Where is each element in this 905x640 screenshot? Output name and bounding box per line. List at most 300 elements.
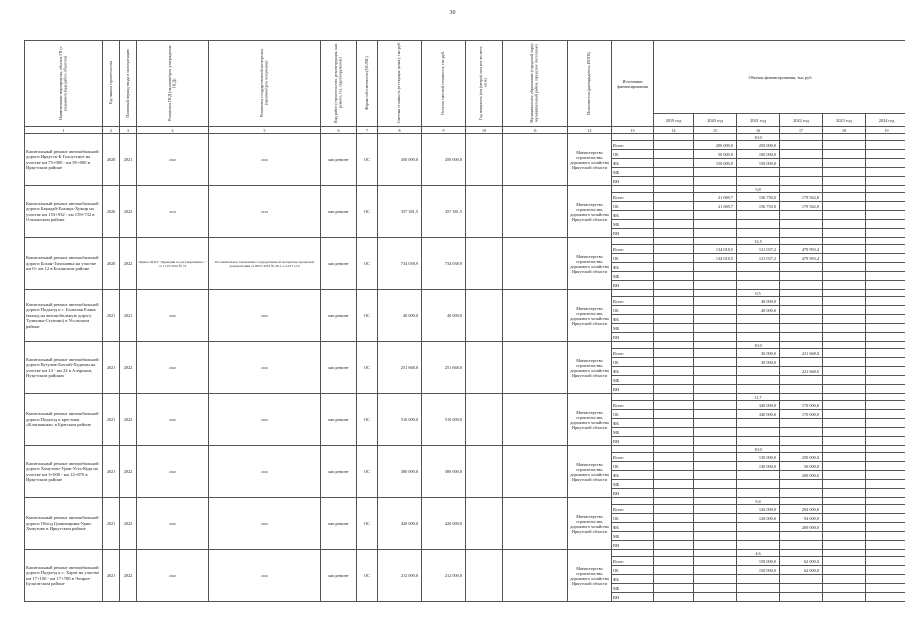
funding-value	[694, 523, 737, 532]
source-label: МБ	[612, 272, 654, 281]
column-numbers-row	[25, 127, 905, 134]
funding-value	[823, 141, 866, 150]
funding-value	[654, 541, 694, 550]
funding-value	[866, 186, 905, 193]
psd-details: 2020	[137, 290, 209, 342]
funding-value	[866, 385, 905, 394]
executor: Министерство строительства, дорожного хозяйства Иркутской области	[568, 290, 612, 342]
object-name: Капитальный ремонт автомобильной дороги Подъезд к с. Большая Елань (выход на автомобильную дорогу Тулюшка-Ступино) в Усольском районе	[25, 290, 103, 342]
funding-value	[694, 428, 737, 437]
funding-value	[823, 306, 866, 315]
start-year: 2021	[103, 394, 120, 446]
funding-value	[866, 220, 905, 229]
funding-value	[823, 324, 866, 333]
work-type: кап.ремонт	[321, 394, 357, 446]
funding-value	[737, 419, 780, 428]
funding-value	[654, 281, 694, 290]
funding-value	[654, 272, 694, 281]
funding-value	[780, 306, 823, 315]
funding-value	[694, 541, 737, 550]
extra-value: 10,0	[737, 134, 780, 141]
funding-value	[866, 480, 905, 489]
cost-rest: 380 000,0	[422, 446, 466, 498]
column-number: 17	[780, 127, 823, 134]
funding-value	[654, 263, 694, 272]
source-label	[612, 238, 654, 245]
header-year: 2020 год	[694, 114, 737, 127]
funding-value	[694, 349, 737, 358]
plan-year: 2022	[120, 550, 137, 602]
capacity	[466, 238, 503, 290]
funding-value: 126 000,0	[737, 505, 780, 514]
funding-value	[866, 177, 905, 186]
funding-value	[823, 349, 866, 358]
funding-value	[823, 453, 866, 462]
source-label	[612, 342, 654, 349]
header-psd: Реквизиты ПСД (наличие/срок утверждения ПСД)	[137, 41, 209, 127]
source-label	[612, 394, 654, 401]
funding-value	[694, 446, 737, 453]
funding-value	[694, 306, 737, 315]
funding-value	[780, 159, 823, 168]
funding-value	[823, 186, 866, 193]
funding-value	[737, 523, 780, 532]
funding-value	[694, 462, 737, 471]
funding-table-wrap	[24, 40, 895, 602]
plan-year: 2022	[120, 498, 137, 550]
expertise-details: 2020	[209, 134, 321, 186]
header-capacity: Год мощность (км (метры) или кол-во мест, кв.м)	[466, 41, 503, 127]
funding-value	[694, 593, 737, 602]
funding-value	[694, 401, 737, 410]
funding-value	[823, 202, 866, 211]
funding-value	[823, 514, 866, 523]
funding-value	[654, 523, 694, 532]
expertise-details: 2020	[209, 446, 321, 498]
header-year: 2021 год	[737, 114, 780, 127]
header-ownership: Форма собственности (ОС/МС)	[357, 41, 378, 127]
ownership: ОС	[357, 550, 378, 602]
funding-value	[654, 584, 694, 593]
page-number: 30	[449, 10, 456, 16]
funding-value	[780, 263, 823, 272]
funding-value	[823, 489, 866, 498]
funding-value	[780, 141, 823, 150]
funding-value	[780, 541, 823, 550]
executor: Министерство строительства, дорожного хозяйства Иркутской области	[568, 446, 612, 498]
funding-value	[866, 306, 905, 315]
funding-value	[694, 220, 737, 229]
plan-year: 2022	[120, 446, 137, 498]
ownership: ОС	[357, 394, 378, 446]
funding-value	[866, 193, 905, 202]
municipal	[503, 394, 568, 446]
funding-value	[654, 498, 694, 505]
funding-value	[654, 150, 694, 159]
funding-value	[866, 419, 905, 428]
source-label: Всего	[612, 453, 654, 462]
funding-value	[694, 575, 737, 584]
cost-rest: 450 000,0	[422, 134, 466, 186]
cost-rest: 734 038,9	[422, 238, 466, 290]
source-label	[612, 498, 654, 505]
table-row-extra	[25, 342, 905, 349]
funding-value	[737, 532, 780, 541]
funding-value	[654, 410, 694, 419]
capacity	[466, 446, 503, 498]
funding-value	[694, 333, 737, 342]
funding-value	[694, 394, 737, 401]
funding-value	[737, 367, 780, 376]
ownership: ОС	[357, 290, 378, 342]
funding-value	[654, 575, 694, 584]
funding-value	[694, 367, 737, 376]
funding-value	[866, 575, 905, 584]
funding-value	[654, 489, 694, 498]
funding-value	[654, 297, 694, 306]
funding-value	[654, 315, 694, 324]
funding-value	[780, 297, 823, 306]
funding-value	[694, 498, 737, 505]
municipal	[503, 498, 568, 550]
funding-value	[780, 186, 823, 193]
funding-value	[694, 177, 737, 186]
funding-value	[780, 489, 823, 498]
source-label: МБ	[612, 168, 654, 177]
funding-value	[866, 584, 905, 593]
municipal	[503, 342, 568, 394]
header-sources: Источники финансирования	[612, 41, 654, 127]
source-label	[612, 446, 654, 453]
funding-value: 200 000,0	[694, 141, 737, 150]
column-number: 2	[103, 127, 120, 134]
plan-year: 2022	[120, 186, 137, 238]
funding-value	[780, 238, 823, 245]
funding-value	[654, 471, 694, 480]
funding-value	[694, 342, 737, 349]
header-cost-rest: Остаток сметной стоимости, тыс.руб.	[422, 41, 466, 127]
funding-value	[654, 159, 694, 168]
funding-value	[694, 566, 737, 575]
header-start: Год начала строительства	[103, 41, 120, 127]
funding-value	[654, 202, 694, 211]
funding-value	[737, 220, 780, 229]
funding-value	[866, 168, 905, 177]
funding-value	[654, 141, 694, 150]
expertise-details: 2020	[209, 550, 321, 602]
source-label: ВИ	[612, 229, 654, 238]
header-year: 2019 год	[654, 114, 694, 127]
funding-value	[866, 367, 905, 376]
funding-value: 50 000,0	[780, 462, 823, 471]
column-number: 9	[422, 127, 466, 134]
funding-value	[694, 489, 737, 498]
executor: Министерство строительства, дорожного хозяйства Иркутской области	[568, 186, 612, 238]
funding-value	[823, 575, 866, 584]
header-name: Наименование мероприятия, объекта ГП (с указанием вида работ, объектов)	[25, 41, 103, 127]
source-label: ФБ	[612, 263, 654, 272]
header-year: 2023 год	[823, 114, 866, 127]
funding-value	[823, 428, 866, 437]
funding-value	[654, 376, 694, 385]
table-row-extra	[25, 394, 905, 401]
funding-value: 150 000,0	[737, 566, 780, 575]
funding-value: 94 000,0	[780, 514, 823, 523]
psd-details: 2020	[137, 550, 209, 602]
funding-value: 121 037,2	[737, 245, 780, 254]
funding-value	[823, 297, 866, 306]
funding-value	[866, 297, 905, 306]
funding-value: 221 668,0	[780, 367, 823, 376]
funding-value	[654, 566, 694, 575]
funding-value: 126 000,0	[737, 514, 780, 523]
psd-details: 2020	[137, 446, 209, 498]
funding-value	[780, 593, 823, 602]
executor: Министерство строительства, дорожного хозяйства Иркутской области	[568, 498, 612, 550]
funding-value	[866, 281, 905, 290]
table-row-extra	[25, 186, 905, 193]
funding-value	[780, 342, 823, 349]
funding-value: 340 000,0	[737, 410, 780, 419]
funding-value	[694, 376, 737, 385]
funding-value: 62 000,0	[780, 566, 823, 575]
funding-value	[823, 505, 866, 514]
plan-year: 2022	[120, 238, 137, 290]
funding-value	[737, 437, 780, 446]
funding-value	[654, 342, 694, 349]
funding-value	[780, 428, 823, 437]
funding-value	[694, 315, 737, 324]
funding-value: 130 000,0	[737, 462, 780, 471]
table-row-extra	[25, 238, 905, 245]
funding-value	[694, 505, 737, 514]
psd-details: Приказ ОГКУ "Дирекция по регулированию..." от 11.07.2019 № 74	[137, 238, 209, 290]
funding-value	[694, 419, 737, 428]
extra-value: 12,5	[737, 238, 780, 245]
funding-value	[866, 394, 905, 401]
funding-value	[737, 584, 780, 593]
cost-rest: 510 000,0	[422, 394, 466, 446]
funding-value	[866, 272, 905, 281]
funding-value	[823, 394, 866, 401]
funding-value	[866, 541, 905, 550]
funding-value	[654, 220, 694, 229]
funding-value: 200 000,0	[780, 471, 823, 480]
funding-value	[823, 446, 866, 453]
start-year: 2020	[103, 186, 120, 238]
municipal	[503, 550, 568, 602]
funding-value	[823, 159, 866, 168]
extra-value: 5,8	[737, 186, 780, 193]
capacity	[466, 342, 503, 394]
funding-value	[737, 471, 780, 480]
executor: Министерство строительства, дорожного хозяйства Иркутской области	[568, 134, 612, 186]
source-label: Всего	[612, 349, 654, 358]
funding-value	[737, 385, 780, 394]
source-label	[612, 134, 654, 141]
funding-value	[823, 410, 866, 419]
column-number: 12	[568, 127, 612, 134]
funding-value	[823, 263, 866, 272]
source-label: ОБ	[612, 150, 654, 159]
funding-value	[737, 575, 780, 584]
expertise-details: 2020	[209, 498, 321, 550]
funding-value	[654, 462, 694, 471]
funding-value	[866, 134, 905, 141]
funding-value	[866, 523, 905, 532]
table-row-extra	[25, 134, 905, 141]
cost-rest: 420 000,0	[422, 498, 466, 550]
funding-value	[780, 376, 823, 385]
psd-details: 2020	[137, 342, 209, 394]
funding-value	[654, 245, 694, 254]
funding-value	[654, 557, 694, 566]
work-type: кап.ремонт	[321, 342, 357, 394]
start-year: 2020	[103, 238, 120, 290]
executor: Министерство строительства, дорожного хозяйства Иркутской области	[568, 238, 612, 290]
source-label: ВИ	[612, 333, 654, 342]
source-label	[612, 186, 654, 193]
funding-value	[654, 349, 694, 358]
source-label: ВИ	[612, 541, 654, 550]
cost-estimate: 40 000,0	[378, 290, 422, 342]
funding-value	[866, 254, 905, 263]
funding-value: 179 562,8	[780, 202, 823, 211]
funding-value	[780, 150, 823, 159]
funding-value	[694, 410, 737, 419]
source-label: МБ	[612, 480, 654, 489]
funding-value	[654, 550, 694, 557]
source-label: ФБ	[612, 471, 654, 480]
funding-value	[866, 489, 905, 498]
funding-value	[780, 498, 823, 505]
funding-value	[780, 550, 823, 557]
funding-value	[737, 541, 780, 550]
funding-value	[823, 290, 866, 297]
funding-value	[654, 428, 694, 437]
funding-value	[866, 245, 905, 254]
funding-value	[866, 263, 905, 272]
capacity	[466, 550, 503, 602]
funding-value	[694, 385, 737, 394]
funding-value	[780, 446, 823, 453]
cost-estimate: 357 381,5	[378, 186, 422, 238]
funding-value	[823, 385, 866, 394]
header-funding: Объемы финансирования, тыс.руб.	[654, 41, 905, 114]
funding-value	[823, 333, 866, 342]
funding-value: 30 000,0	[737, 349, 780, 358]
column-number: 19	[866, 127, 905, 134]
funding-value	[654, 254, 694, 263]
funding-value	[694, 324, 737, 333]
funding-value	[780, 229, 823, 238]
funding-value	[823, 168, 866, 177]
column-number: 8	[378, 127, 422, 134]
column-number: 6	[321, 127, 357, 134]
funding-value	[694, 272, 737, 281]
source-label: ФБ	[612, 575, 654, 584]
funding-value	[737, 333, 780, 342]
source-label: ОБ	[612, 410, 654, 419]
column-number: 3	[120, 127, 137, 134]
source-label: ОБ	[612, 306, 654, 315]
funding-value	[654, 306, 694, 315]
object-name: Капитальный ремонт автомобильной дороги Хомутово-Урик-Усть-Куда на участке км 3+000 - км 12+870 в Иркутском районе	[25, 446, 103, 498]
ownership: ОС	[357, 498, 378, 550]
column-number: 16	[737, 127, 780, 134]
funding-value	[694, 297, 737, 306]
funding-value	[654, 134, 694, 141]
funding-value	[694, 471, 737, 480]
funding-value	[654, 168, 694, 177]
column-number: 1	[25, 127, 103, 134]
executor: Министерство строительства, дорожного хозяйства Иркутской области	[568, 394, 612, 446]
funding-value	[737, 489, 780, 498]
funding-value	[823, 480, 866, 489]
header-executor: Исполнитель (распорядитель ИОГВ)	[568, 41, 612, 127]
funding-value	[654, 480, 694, 489]
funding-value	[780, 575, 823, 584]
source-label: Всего	[612, 141, 654, 150]
funding-value	[823, 342, 866, 349]
funding-value: 179 562,8	[780, 193, 823, 202]
funding-value	[654, 290, 694, 297]
funding-value	[654, 505, 694, 514]
funding-value	[823, 211, 866, 220]
funding-value	[823, 401, 866, 410]
funding-value	[654, 367, 694, 376]
funding-value	[823, 315, 866, 324]
funding-value	[737, 168, 780, 177]
source-label: ОБ	[612, 462, 654, 471]
funding-value	[654, 532, 694, 541]
funding-value	[866, 471, 905, 480]
funding-value	[866, 333, 905, 342]
funding-value	[866, 505, 905, 514]
municipal	[503, 290, 568, 342]
funding-value: 100 000,0	[737, 150, 780, 159]
executor: Министерство строительства, дорожного хозяйства Иркутской области	[568, 342, 612, 394]
funding-value: 30 000,0	[737, 358, 780, 367]
expertise-details: 2019	[209, 186, 321, 238]
funding-value	[823, 471, 866, 480]
funding-value	[780, 358, 823, 367]
funding-value: 250 000,0	[780, 453, 823, 462]
funding-value	[654, 446, 694, 453]
funding-value	[823, 584, 866, 593]
funding-value	[823, 532, 866, 541]
funding-value: 170 000,0	[780, 401, 823, 410]
funding-value	[780, 419, 823, 428]
funding-value	[654, 593, 694, 602]
funding-value	[866, 202, 905, 211]
funding-value: 134 018,5	[694, 245, 737, 254]
expertise-details: 2020	[209, 394, 321, 446]
funding-value	[823, 498, 866, 505]
funding-value	[823, 281, 866, 290]
cost-estimate: 420 000,0	[378, 498, 422, 550]
funding-value	[654, 401, 694, 410]
funding-value	[654, 333, 694, 342]
table-row-extra	[25, 498, 905, 505]
column-number: 5	[209, 127, 321, 134]
funding-value: 50 000,0	[694, 150, 737, 159]
funding-value	[866, 211, 905, 220]
funding-value: 40 000,0	[737, 297, 780, 306]
psd-details: 2020	[137, 498, 209, 550]
cost-estimate: 510 000,0	[378, 394, 422, 446]
table-row-extra	[25, 290, 905, 297]
